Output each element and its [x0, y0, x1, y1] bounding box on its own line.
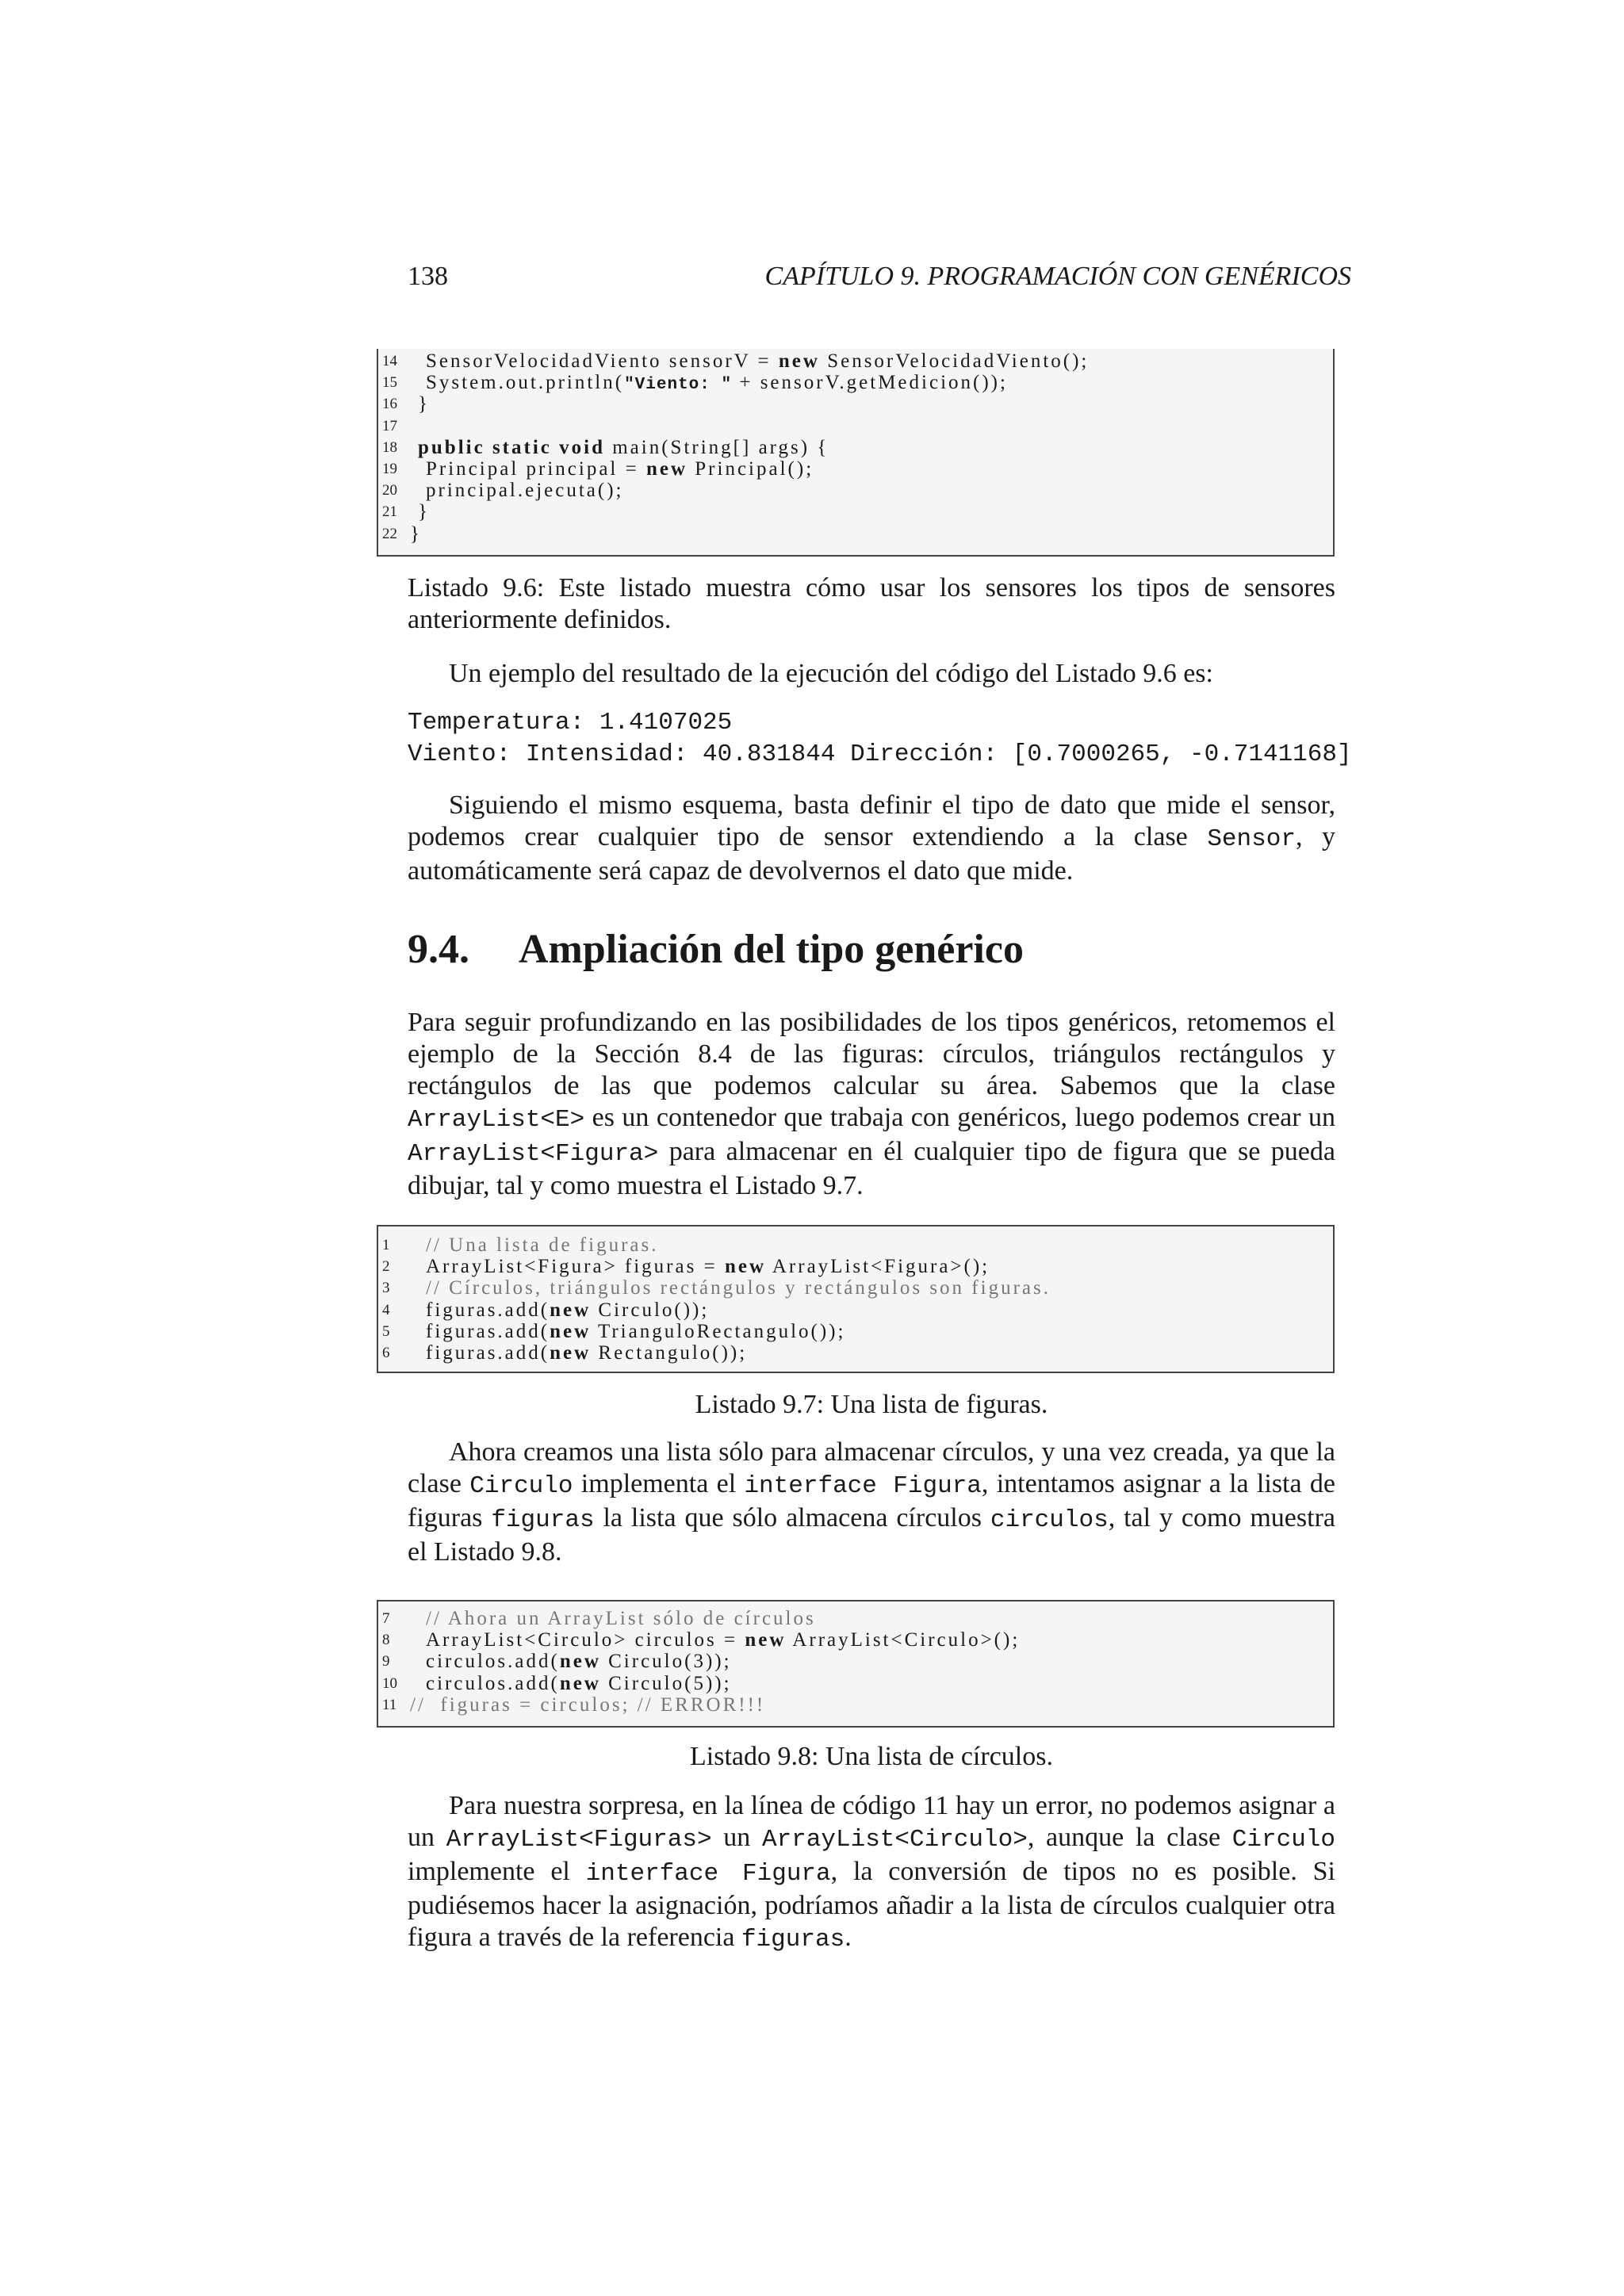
line-number: 8 [382, 1632, 390, 1649]
line-number: 4 [382, 1301, 390, 1318]
code-text [426, 1256, 990, 1277]
code-token: figuras.add( [426, 1341, 550, 1364]
code-line [378, 1673, 1333, 1694]
inline-code: ArrayList<Figura> [408, 1140, 659, 1168]
keyword: new [559, 1651, 601, 1673]
code-comment: // Una lista de figuras. [426, 1234, 659, 1256]
inline-code: interface Figura [744, 1472, 982, 1500]
section-number: 9.4. [408, 927, 469, 972]
code-token: } [418, 501, 430, 523]
code-text [410, 523, 422, 545]
paragraph-generic-types: Para seguir profundizando en las posibilidades de los tipos genéricos, retomemos el ejemplo de la Sección 8.4 de las figuras: círculos, triángulos rectángulos y rectángulos de las que podemos calcular su área. Sabemos que la clase ArrayList<E> es un contenedor que trabaja con genéricos, luego podemos crear un ArrayList<Figura> para almacenar en él cualquier tipo de figura que se pueda dibujar, tal y como muestra el Listado 9.7. [408, 1008, 1335, 1200]
code-line [378, 1256, 1333, 1277]
listing-9-6-caption: Listado 9.6: Este listado muestra cómo usar los sensores los tipos de sensores anteriormente definidos. [408, 573, 1335, 634]
line-number: 14 [382, 353, 397, 369]
code-token: principal.ejecuta(); [426, 480, 624, 502]
code-comment: // figuras = circulos; // ERROR!!! [410, 1693, 766, 1716]
paragraph-sensor-scheme: Siguiendo el mismo esquema, basta definir el tipo de dato que mide el sensor, podemos crear cualquier tipo de sensor extendiendo a la clase Sensor, y automáticamente será capaz de devolvernos el dato que mide. [408, 790, 1336, 886]
code-listing-9-7 [377, 1225, 1335, 1373]
code-text [426, 1321, 845, 1342]
code-token: ArrayList<Figura> figuras = [426, 1256, 725, 1278]
code-line [378, 437, 1333, 458]
code-token: ArrayList<Circulo> circulos = [426, 1629, 745, 1651]
code-text [426, 1342, 747, 1364]
code-token: TrianguloRectangulo()); [591, 1320, 846, 1342]
code-line [378, 1651, 1333, 1672]
code-text [426, 1608, 816, 1629]
inline-code: Circulo [1231, 1826, 1336, 1854]
code-token: circulos.add( [426, 1672, 560, 1694]
code-line [378, 1694, 1333, 1716]
code-line [378, 393, 1333, 415]
line-number: 20 [382, 482, 397, 499]
code-line [378, 1321, 1333, 1342]
code-text [410, 1694, 765, 1716]
code-text [426, 1673, 732, 1694]
code-comment: // Ahora un ArrayList sólo de círculos [426, 1608, 816, 1629]
listing-9-8-caption: Listado 9.8: Una lista de círculos. [690, 1742, 1053, 1771]
output-line: Temperatura: 1.4107025 [408, 709, 733, 737]
keyword: new [778, 350, 820, 372]
program-output [408, 707, 1352, 771]
code-text [426, 480, 623, 501]
code-line [378, 458, 1333, 480]
code-text [426, 458, 814, 480]
section-title: Ampliación del tipo genérico [519, 927, 1024, 972]
code-text [426, 1234, 658, 1256]
code-line [378, 1277, 1333, 1299]
code-line [378, 372, 1333, 393]
code-listing-9-8 [377, 1600, 1335, 1728]
code-line [378, 523, 1333, 545]
code-line [378, 480, 1333, 501]
code-text [426, 1629, 1020, 1651]
inline-code: ArrayList<Circulo> [761, 1826, 1028, 1854]
code-token: System.out.println( [426, 372, 625, 394]
code-token: ArrayList<Figura>(); [766, 1256, 990, 1278]
code-token: circulos.add( [426, 1651, 560, 1673]
keyword: new [550, 1299, 592, 1321]
keyword: public static void [418, 436, 605, 458]
line-number: 11 [382, 1696, 397, 1713]
page-number: 138 [408, 262, 448, 291]
keyword: new [550, 1341, 592, 1364]
code-line [378, 1629, 1333, 1651]
inline-code: ArrayList<E> [408, 1106, 585, 1134]
code-token: Circulo(5)); [600, 1672, 732, 1694]
line-number: 22 [382, 525, 397, 542]
code-text [418, 501, 430, 522]
code-line [378, 1299, 1333, 1321]
inline-code: ArrayList<Figuras> [446, 1826, 712, 1854]
line-number: 1 [382, 1237, 390, 1253]
code-token: SensorVelocidadViento(); [819, 350, 1090, 372]
line-number: 7 [382, 1610, 390, 1627]
keyword: new [724, 1256, 766, 1278]
code-token: figuras.add( [426, 1320, 550, 1342]
code-line [378, 350, 1333, 372]
keyword: new [645, 457, 688, 480]
line-number: 18 [382, 438, 397, 456]
page-header [408, 262, 1351, 301]
line-number: 15 [382, 374, 397, 392]
code-token: } [418, 393, 430, 415]
line-number: 3 [382, 1280, 390, 1297]
code-token: Circulo(3)); [600, 1651, 732, 1673]
inline-code: Sensor [1207, 825, 1296, 853]
paragraph-circle-list: Ahora creamos una lista sólo para almacenar círculos, y una vez creada, ya que la clase Circulo implementa el interface Figura, intentamos asignar a la lista de figuras figuras la lista que sólo almacena círculos circulos, tal y como muestra el Listado 9.8. [408, 1437, 1335, 1567]
code-line [378, 1608, 1333, 1629]
code-text [426, 350, 1089, 372]
inline-code: Circulo [469, 1472, 573, 1500]
running-title: CAPÍTULO 9. PROGRAMACIÓN CON GENÉRICOS [764, 262, 1351, 291]
line-number: 6 [382, 1344, 390, 1361]
listing-9-7-caption: Listado 9.7: Una lista de figuras. [695, 1390, 1048, 1419]
code-text [426, 1651, 732, 1672]
inline-code: interface Figura [585, 1860, 831, 1888]
code-line [378, 501, 1333, 522]
code-text [426, 372, 1008, 396]
inline-code: figuras [491, 1506, 595, 1534]
line-number: 2 [382, 1258, 390, 1276]
code-text [418, 437, 829, 458]
inline-code: circulos [990, 1506, 1109, 1534]
line-number: 5 [382, 1322, 390, 1340]
keyword: new [550, 1320, 592, 1342]
code-token: ArrayList<Circulo>(); [786, 1629, 1021, 1651]
keyword: new [745, 1629, 787, 1651]
line-number: 9 [382, 1653, 390, 1670]
code-listing-9-6 [377, 349, 1335, 557]
code-token: } [410, 522, 422, 545]
line-number: 16 [382, 396, 397, 413]
code-token: Rectangulo()); [591, 1341, 748, 1364]
output-line: Viento: Intensidad: 40.831844 Dirección: [0.7000265, -0.7141168] [408, 740, 1352, 768]
code-line [378, 415, 1333, 437]
inline-code: figuras [741, 1926, 845, 1954]
code-token: + sensorV.getMedicion()); [732, 372, 1008, 394]
line-number: 17 [382, 417, 397, 434]
output-intro-sentence: Un ejemplo del resultado de la ejecución del código del Listado 9.6 es: [449, 659, 1213, 688]
line-number: 21 [382, 503, 397, 521]
line-number: 10 [382, 1674, 397, 1692]
code-token: Principal principal = [426, 457, 646, 480]
code-comment: // Círculos, triángulos rectángulos y rectángulos son figuras. [426, 1277, 1051, 1299]
code-token: Principal(); [688, 457, 814, 480]
line-number: 19 [382, 460, 397, 477]
code-token: figuras.add( [426, 1299, 550, 1321]
code-token: Circulo()); [591, 1299, 710, 1321]
code-text [426, 1299, 709, 1321]
code-token: main(String[] args) { [604, 436, 829, 458]
paragraph-conversion-error: Para nuestra sorpresa, en la línea de código 11 hay un error, no podemos asignar a un ArrayList<Figuras> un ArrayList<Circulo>, aunque la clase Circulo implemente el interface Figura, la conversión de tipos no es posible. Si pudiésemos hacer la asignación, podríamos añadir a la lista de círculos cualquier otra figura a través de la referencia figuras. [408, 1791, 1336, 1954]
code-token: SensorVelocidadViento sensorV = [426, 350, 779, 372]
string-literal: "Viento: " [624, 376, 733, 395]
code-line [378, 1342, 1333, 1364]
code-line [378, 1234, 1333, 1256]
section-heading [408, 926, 1335, 982]
keyword: new [559, 1672, 601, 1694]
code-text [418, 393, 430, 415]
code-text [426, 1277, 1051, 1299]
